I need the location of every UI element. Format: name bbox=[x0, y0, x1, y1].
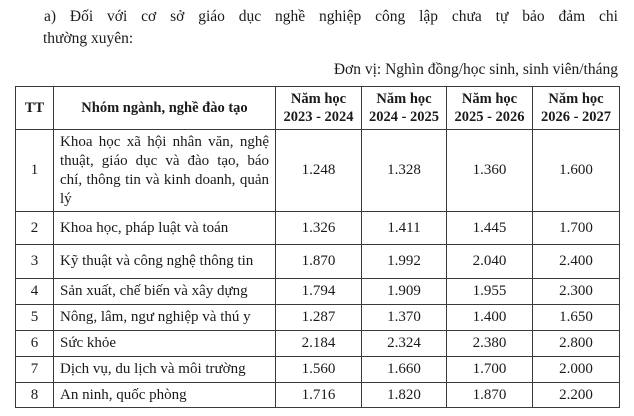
row-value-2023: 1.326 bbox=[276, 212, 362, 245]
table-row bbox=[16, 130, 620, 212]
header-year-3-label: Năm học bbox=[461, 91, 518, 107]
row-group-name: Sức khỏe bbox=[54, 331, 276, 357]
row-group-name: Nông, lâm, ngư nghiệp và thú y bbox=[54, 305, 276, 331]
row-value-2025: 1.700 bbox=[447, 357, 533, 383]
row-tt: 8 bbox=[16, 383, 54, 408]
row-group-name: An ninh, quốc phòng bbox=[54, 383, 276, 408]
row-value-2026: 1.650 bbox=[533, 305, 620, 331]
table-row bbox=[16, 212, 620, 245]
row-value-2025: 1.870 bbox=[447, 383, 533, 408]
row-tt: 4 bbox=[16, 279, 54, 305]
table-row bbox=[16, 331, 620, 357]
tuition-table bbox=[15, 86, 620, 408]
row-value-2025: 2.380 bbox=[447, 331, 533, 357]
row-tt: 7 bbox=[16, 357, 54, 383]
header-tt: TT bbox=[16, 87, 54, 130]
row-value-2025: 2.040 bbox=[447, 245, 533, 279]
row-value-2023: 1.560 bbox=[276, 357, 362, 383]
row-value-2023: 2.184 bbox=[276, 331, 362, 357]
header-year-4-label: Năm học bbox=[548, 91, 604, 107]
row-value-2024: 1.370 bbox=[362, 305, 447, 331]
header-year-1-label: Năm học bbox=[290, 91, 347, 107]
row-value-2026: 2.000 bbox=[533, 357, 620, 383]
row-value-2026: 2.200 bbox=[533, 383, 620, 408]
row-value-2026: 2.300 bbox=[533, 279, 620, 305]
table-row bbox=[16, 357, 620, 383]
row-value-2025: 1.445 bbox=[447, 212, 533, 245]
row-value-2026: 2.800 bbox=[533, 331, 620, 357]
header-year-2 bbox=[362, 87, 447, 130]
row-value-2024: 1.328 bbox=[362, 130, 447, 212]
row-tt: 2 bbox=[16, 212, 54, 245]
row-value-2024: 2.324 bbox=[362, 331, 447, 357]
row-value-2025: 1.400 bbox=[447, 305, 533, 331]
row-value-2024: 1.909 bbox=[362, 279, 447, 305]
row-tt: 6 bbox=[16, 331, 54, 357]
row-value-2024: 1.820 bbox=[362, 383, 447, 408]
row-value-2026: 1.700 bbox=[533, 212, 620, 245]
row-group-name: Kỹ thuật và công nghệ thông tin bbox=[54, 245, 276, 279]
table-row bbox=[16, 305, 620, 331]
header-group: Nhóm ngành, nghề đào tạo bbox=[54, 87, 276, 130]
row-value-2023: 1.248 bbox=[276, 130, 362, 212]
header-year-1-range: 2023 - 2024 bbox=[283, 109, 354, 125]
header-year-2-label: Năm học bbox=[376, 91, 432, 107]
row-group-name: Khoa học, pháp luật và toán bbox=[54, 212, 276, 245]
row-value-2024: 1.411 bbox=[362, 212, 447, 245]
row-group-name: Dịch vụ, du lịch và môi trường bbox=[54, 357, 276, 383]
row-value-2025: 1.360 bbox=[447, 130, 533, 212]
header-year-1 bbox=[276, 87, 362, 130]
header-year-2-range: 2024 - 2025 bbox=[368, 109, 440, 125]
table-row bbox=[16, 279, 620, 305]
header-year-4-range: 2026 - 2027 bbox=[540, 109, 612, 125]
intro-line-2: thường xuyên: bbox=[43, 30, 134, 47]
header-year-4 bbox=[533, 87, 620, 130]
row-tt: 5 bbox=[16, 305, 54, 331]
row-tt: 1 bbox=[16, 130, 54, 212]
unit-label: Đơn vị: Nghìn đồng/học sinh, sinh viên/tháng bbox=[333, 61, 618, 78]
row-value-2024: 1.660 bbox=[362, 357, 447, 383]
row-value-2023: 1.794 bbox=[276, 279, 362, 305]
row-group-name: Sản xuất, chế biến và xây dựng bbox=[54, 279, 276, 305]
row-value-2026: 1.600 bbox=[533, 130, 620, 212]
header-year-3-range: 2025 - 2026 bbox=[454, 109, 525, 125]
intro-line-1: a) Đối với cơ sở giáo dục nghề nghiệp công lập chưa tự bảo đảm chi bbox=[44, 8, 618, 25]
row-group-name: Khoa học xã hội nhân văn, nghệ thuật, giáo dục và đào tạo, báo chí, thông tin và kinh doanh, quản lý bbox=[54, 130, 276, 212]
table-row bbox=[16, 245, 620, 279]
intro-paragraph bbox=[44, 6, 618, 50]
row-tt: 3 bbox=[16, 245, 54, 279]
row-value-2026: 2.400 bbox=[533, 245, 620, 279]
row-value-2024: 1.992 bbox=[362, 245, 447, 279]
row-value-2023: 1.287 bbox=[276, 305, 362, 331]
row-value-2023: 1.870 bbox=[276, 245, 362, 279]
header-year-3 bbox=[447, 87, 533, 130]
table-header-row bbox=[16, 87, 620, 130]
table-row bbox=[16, 383, 620, 408]
row-value-2025: 1.955 bbox=[447, 279, 533, 305]
row-value-2023: 1.716 bbox=[276, 383, 362, 408]
